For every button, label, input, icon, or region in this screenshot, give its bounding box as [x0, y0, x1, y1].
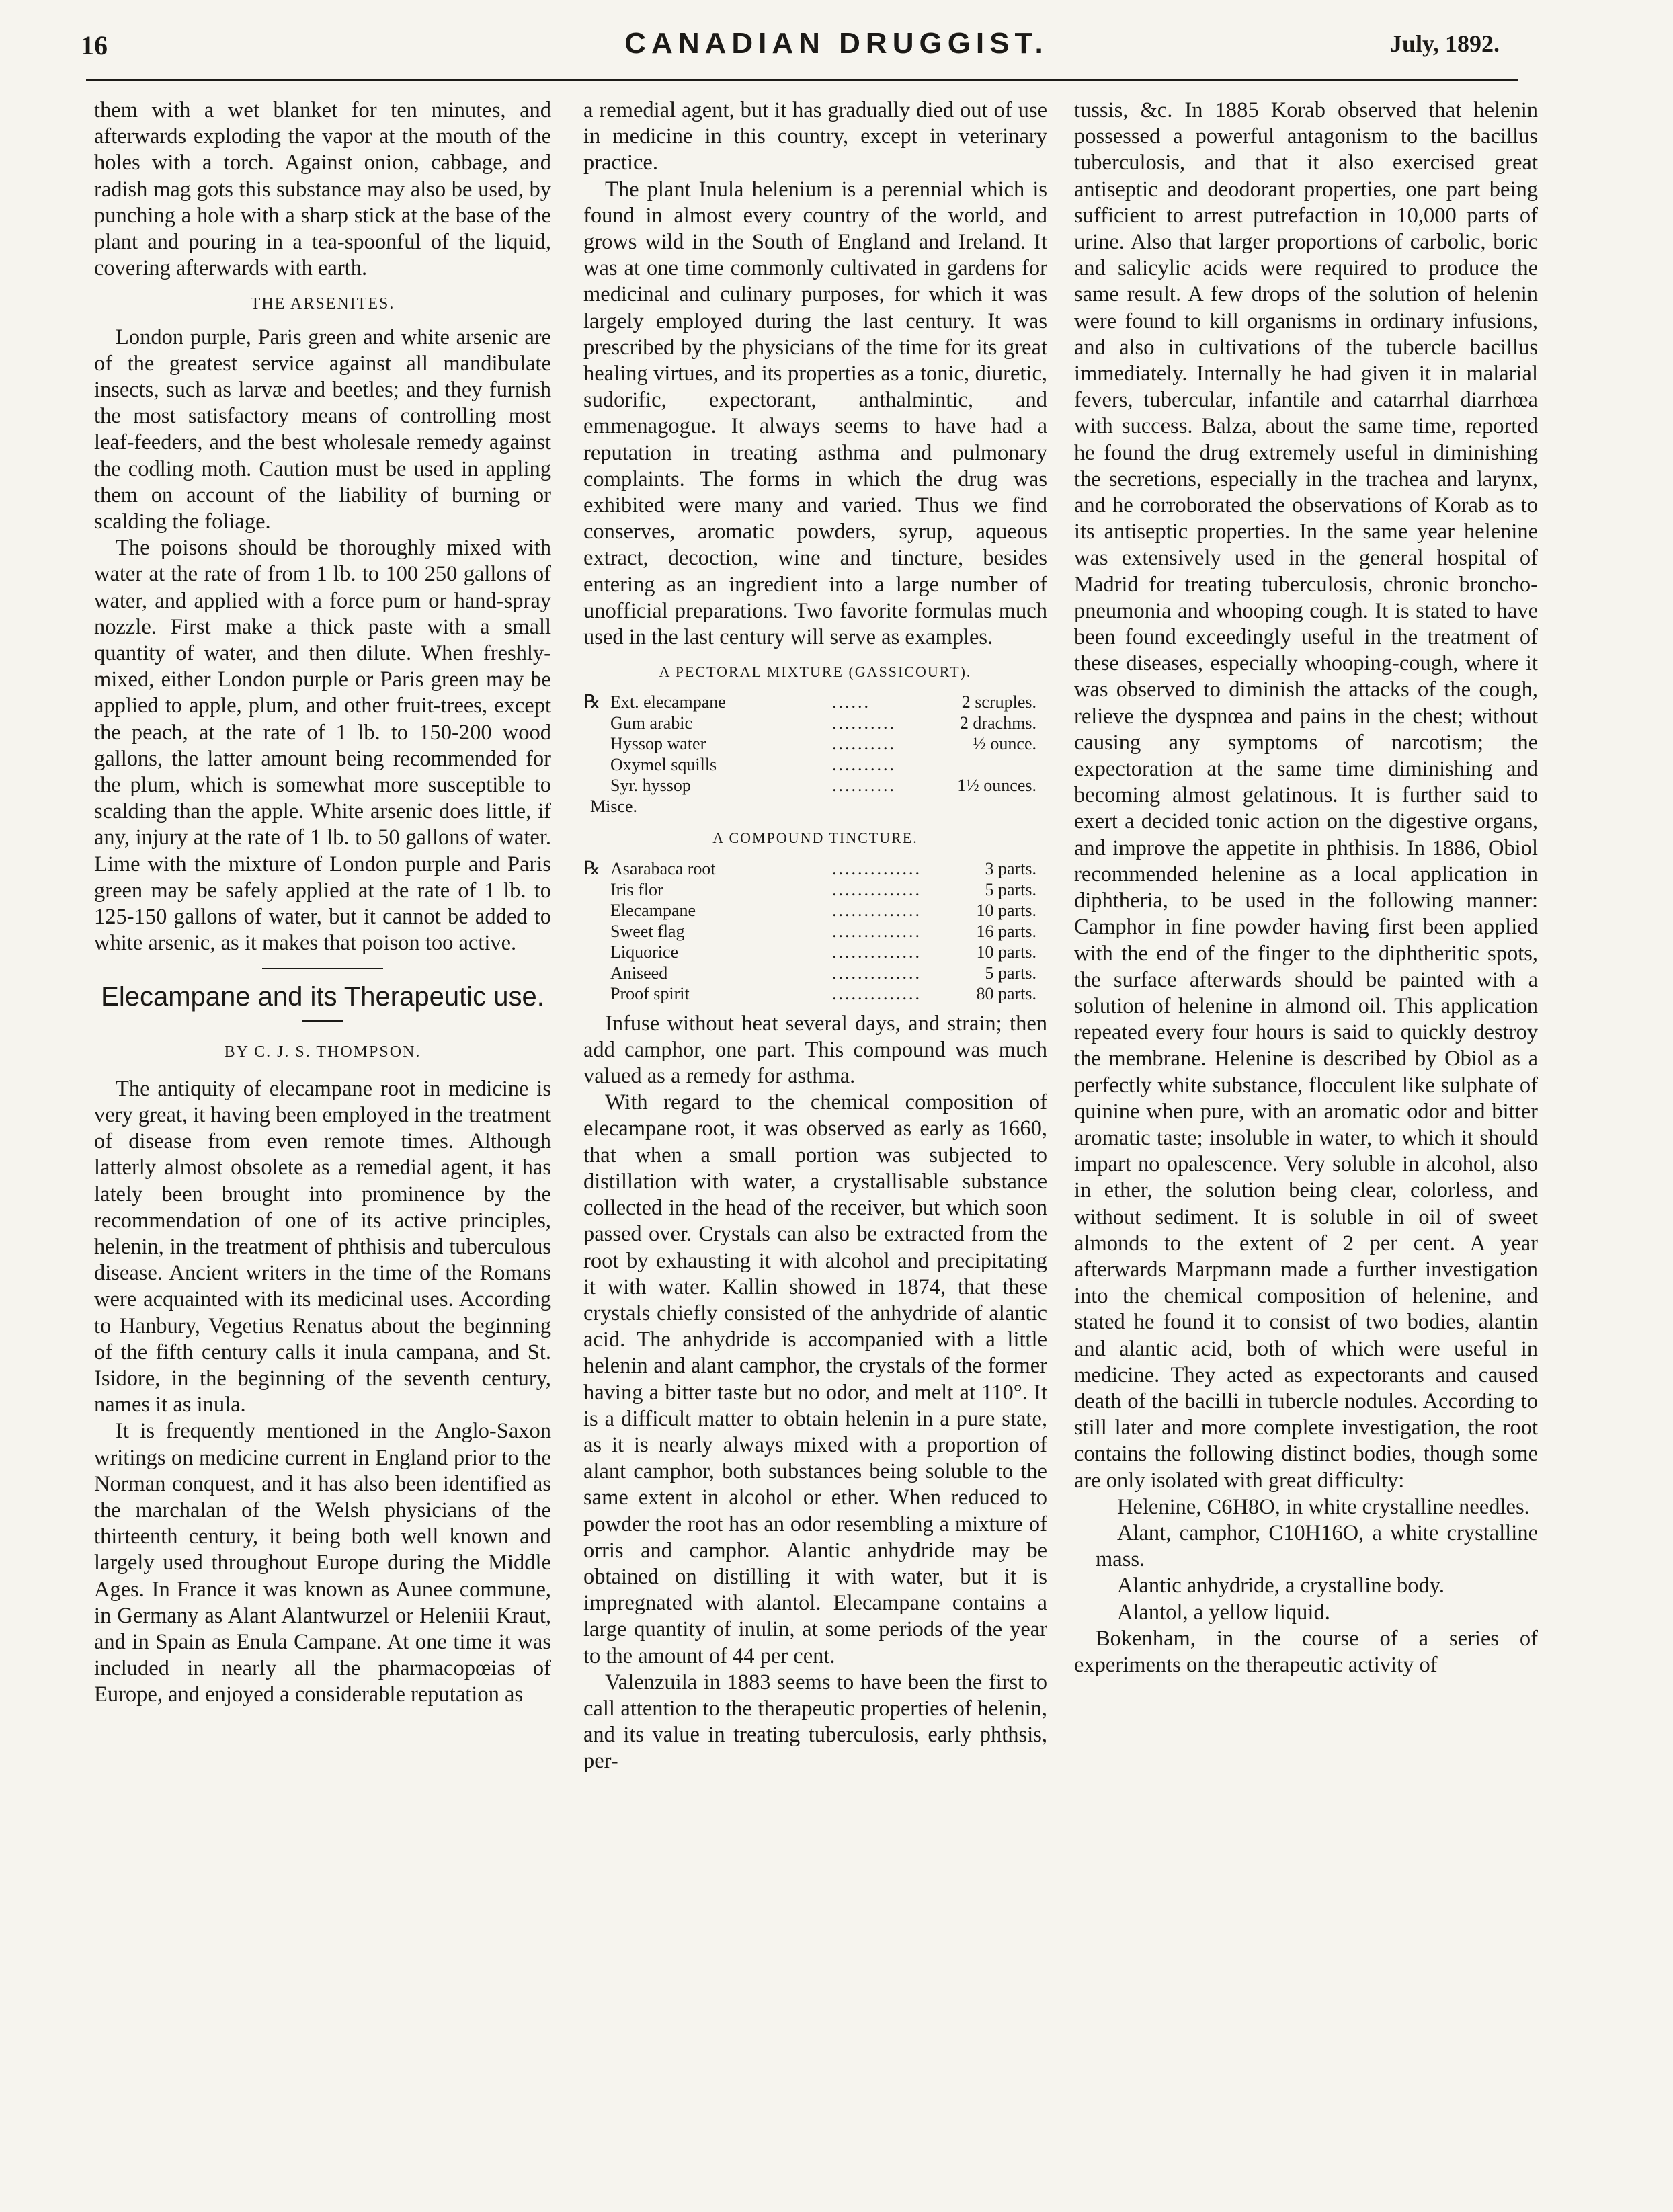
ingredient-amount: 1½ ounces. — [957, 776, 1036, 796]
ingredient-name: Iris flor — [610, 879, 663, 899]
ingredient-name: Elecampane — [610, 900, 696, 920]
paragraph: With regard to the chemical composition of elecampane root, it was observed as early as 1660, that when a small portion was subjected to distillation with water, a crystallisable substance collected in the head of the receiver, but which soon passed over. Crystals can also be extracted from the root by exhausting it with alcohol and precipitating it with water. Kallin showed in 1874, that these crystals chiefly consisted of the anhydride of alantic acid. The anhydride is accompanied with a little helenin and alant camphor, the crystals of the former having a bitter taste but no odor, and melt at 110°. It is a difficult matter to obtain helenin in a pure state, as it is nearly always mixed with a proportion of alant camphor, both substances being soluble to the same extent in alcohol or ether. When reduced to powder the root has an odor resembling a mixture of orris and camphor. Alantic anhydride may be obtained on distilling it with water, but it is impregnated with alantol. Elecampane contains a large quantity of inulin, at some periods of the year to the amount of 44 per cent. — [583, 1090, 1047, 1668]
ingredient-name: Oxymel squills — [610, 755, 717, 775]
ingredient-name: Syr. hyssop — [610, 776, 691, 796]
recipe-row — [583, 879, 1047, 900]
column-1 — [94, 97, 551, 2188]
paragraph: them with a wet blanket for ten minutes, and afterwards exploding the vapor at the mouth of the holes with a torch. Against onion, cabbage, and radish mag gots this substance may also be used, by punching a hole with a sharp stick at the base of the plant and pouring in a tea-spoonful of the liquid, covering afterwards with earth. — [94, 98, 551, 281]
header-rule — [86, 79, 1518, 81]
rx-symbol: ℞ — [583, 692, 601, 713]
leader-dots: .............. — [832, 900, 922, 920]
paragraph: London purple, Paris green and white arsenic are of the greatest service against all mandibulate insects, such as larvæ and beetles; and they furnish the most satisfactory means of controlling most leaf-feeders, and the best wholesale remedy against the codling moth. Caution must be used in appling them on account of the liability of burning or scalding the foliage. — [94, 325, 551, 534]
ingredient-amount: 16 parts. — [976, 921, 1036, 941]
paragraph: a remedial agent, but it has gradually died out of use in medicine in this country, except in veterinary practice. — [583, 98, 1047, 175]
ingredient-amount: 5 parts. — [985, 962, 1036, 983]
page-header — [0, 0, 1673, 74]
ingredient-name: Gum arabic — [610, 713, 693, 733]
recipe-row — [583, 900, 1047, 921]
ingredient-amount: 80 parts. — [976, 983, 1036, 1003]
ingredient-amount: 10 parts. — [976, 900, 1036, 920]
leader-dots: .......... — [832, 755, 896, 775]
recipe-row — [583, 712, 1047, 733]
recipe-row — [583, 942, 1047, 962]
formula-item: Alant, camphor, C10H16O, a white crystalline mass. — [1096, 1520, 1538, 1572]
ingredient-name: Sweet flag — [610, 921, 685, 941]
recipe-row — [583, 858, 1047, 879]
leader-dots: .......... — [832, 734, 896, 754]
ingredient-amount: 5 parts. — [985, 879, 1036, 899]
recipe-row — [583, 692, 1047, 712]
page-number: 16 — [81, 30, 108, 60]
ingredient-amount: 3 parts. — [985, 858, 1036, 878]
leader-dots: .............. — [832, 858, 922, 878]
section-heading: THE ARSENITES. — [250, 295, 395, 313]
recipe-pectoral-mixture — [583, 692, 1047, 817]
leader-dots: .......... — [832, 776, 896, 796]
ingredient-amount: ½ ounce. — [973, 734, 1036, 754]
recipe-compound-tincture — [583, 858, 1047, 1004]
paragraph: The poisons should be thoroughly mixed with water at the rate of from 1 lb. to 100 250 gallons of water, and applied with a force pum or hand-spray nozzle. First make a thick paste with a small quantity of water, and then dilute. When freshly-mixed, either London purple or Paris green may be applied to apple, plum, and other fruit-trees, except the peach, at the rate of 1 lb. to 150-200 wood gallons, the latter amount being recommended for the plum, which is somewhat more susceptible to scalding than the apple. White arsenic does little, if any, injury at the rate of 1 lb. to 50 gallons of water. Lime with the mixture of London purple and Paris green may be safely applied at the rate of 1 lb. to 125-150 gallons of water, but it cannot be added to white arsenic, as it makes that poison too active. — [94, 536, 551, 956]
leader-dots: .............. — [832, 983, 922, 1003]
leader-dots: .............. — [832, 962, 922, 983]
paragraph: The plant Inula helenium is a perennial which is found in almost every country of the world, and grows wild in the South of England and Ireland. It was at one time commonly cultivated in gardens for medicinal and culinary purposes, for which it was largely employed during the last century. It was prescribed by the physicians of the time for its great healing virtues, and its properties as a tonic, diuretic, sudorific, expectorant, anthalmintic, and emmenagogue. It always seems to have had a reputation in treating asthma and pulmonary complaints. The forms in which the drug was exhibited were many and varied. Thus we find conserves, aromatic powders, syrup, aqueous extract, decoction, wine and tincture, besides entering as an ingredient into a large number of unofficial preparations. Two favorite formulas much used in the last century will serve as examples. — [583, 177, 1047, 650]
article-divider — [262, 968, 383, 969]
byline: BY C. J. S. THOMPSON. — [224, 1042, 421, 1061]
ingredient-name: Aniseed — [610, 962, 668, 983]
rx-symbol: ℞ — [583, 858, 601, 879]
issue-date: July, 1892. — [1389, 30, 1500, 57]
paragraph: tussis, &c. In 1885 Korab observed that helenin possessed a powerful antagonism to the bacillus tuberculosis, and that it also exercised great antiseptic and deodorant properties, one part being sufficient to arrest putrefaction in 10,000 parts of urine. Also that larger proportions of carbolic, boric and salicylic acids were required to produce the same result. A few drops of the solution of helenin were found to kill organisms in ordinary infusions, and also in cultivations of the tubercle bacillus immediately. Internally he had given it in malarial fevers, tubercular, infantile and catarrhal diarrhœa with success. Balza, about the same time, reported he found the drug extremely useful in diminishing the secretions, especially in the trachea and larynx, and he corroborated the observations of Korab as to its antiseptic properties. In the same year helenine was extensively used in the general hospital of Madrid for treating tuberculosis, chronic broncho-pneumonia and whooping cough. It is stated to have been found exceedingly useful in the treatment of these diseases, especially whooping-cough, where it was observed to diminish the attacks of the cough, relieve the dyspnœa and pains in the chest; without causing any symptoms of narcotism; the expectoration at the same time diminishing and becoming almost gelatinous. It is further said to exert a decided tonic action on the digestive organs, and improve the appetite in phthisis. In 1886, Obiol recommended helenine as a local application in diphtheria, to be used in the following manner: Camphor in fine powder having first been applied with the end of the finger to the diphtheritic spots, the surface afterwards should be painted with a solution of helenine in almond oil. This application repeated every four hours is said to quickly destroy the membrane. Helenine is described by Obiol as a perfectly white substance, flocculent like sulphate of quinine when pure, with an aromatic odor and bitter aromatic taste; insoluble in water, to which it should impart no opalescence. Very soluble in alcohol, also in ether, the solution being clear, colorless, and without sediment. It is soluble in oil of sweet almonds to the extent of 2 per cent. A year afterwards Marpmann made a further investigation into the chemical composition of helenine, and stated he found it to consist of two bodies, alantin and alantic acid, both of which were useful in medicine. They acted as expectorants and caused death of the bacilli in tubercle nodules. According to still later and more complete investigation, the root contains the following distinct bodies, though some are only isolated with great difficulty: — [1074, 98, 1538, 1493]
formula-item: Alantol, a yellow liquid. — [1117, 1600, 1330, 1625]
ingredient-name: Liquorice — [610, 942, 679, 962]
column-3 — [1074, 97, 1538, 2188]
leader-dots: ...... — [832, 692, 870, 712]
ingredient-name: Proof spirit — [610, 983, 690, 1003]
recipe-row — [583, 962, 1047, 983]
article-title: Elecampane and its Therapeutic use. — [101, 981, 544, 1012]
title-underline — [302, 1020, 343, 1022]
leader-dots: .............. — [832, 879, 922, 899]
column-2 — [583, 97, 1047, 2188]
recipe-instruction: Misce. — [590, 796, 638, 817]
ingredient-amount: 2 scruples. — [961, 692, 1036, 712]
paragraph: Bokenham, in the course of a series of experiments on the therapeutic activity of — [1074, 1626, 1538, 1677]
recipe-title: A COMPOUND TINCTURE. — [712, 829, 918, 847]
paragraph: Valenzuila in 1883 seems to have been the first to call attention to the therapeutic properties of helenin, and its value in treating tuberculosis, early phthsis, per- — [583, 1670, 1047, 1774]
recipe-title: A PECTORAL MIXTURE (GASSICOURT). — [659, 663, 972, 681]
recipe-row — [583, 983, 1047, 1004]
formula-item: Helenine, C6H8O, in white crystalline needles. — [1117, 1494, 1530, 1519]
ingredient-name: Hyssop water — [610, 734, 706, 754]
leader-dots: .......... — [832, 713, 896, 733]
journal-title: CANADIAN DRUGGIST. — [624, 27, 1049, 60]
paragraph: It is frequently mentioned in the Anglo-Saxon writings on medicine current in England prior to the Norman conquest, and it has also been identified as the marchalan of the Welsh physicians of the thirteenth century, it being both well known and largely used throughout Europe during the Middle Ages. In France it was known as Aunee commune, in Germany as Alant Alantwurzel or Heleniii Kraut, and in Spain as Enula Campane. At one time it was included in nearly all the pharmacopœias of Europe, and enjoyed a considerable reputation as — [94, 1419, 551, 1707]
paragraph: Infuse without heat several days, and strain; then add camphor, one part. This compound was much valued as a remedy for asthma. — [583, 1011, 1047, 1089]
ingredient-amount: 10 parts. — [976, 942, 1036, 962]
recipe-row — [583, 921, 1047, 942]
ingredient-name: Ext. elecampane — [610, 692, 726, 712]
recipe-row — [583, 754, 1047, 775]
recipe-row — [583, 733, 1047, 754]
ingredient-amount: 2 drachms. — [959, 713, 1036, 733]
leader-dots: .............. — [832, 921, 922, 941]
formula-item: Alantic anhydride, a crystalline body. — [1117, 1573, 1445, 1598]
paragraph: The antiquity of elecampane root in medicine is very great, it having been employed in the treatment of disease from even remote times. Although latterly almost obsolete as a remedial agent, it has lately been brought into prominence by the recommendation of one of its active principles, helenin, in the treatment of phthisis and tuberculous disease. Ancient writers in the time of the Romans were acquainted with its medicinal uses. According to Hanbury, Vegetius Renatus about the beginning of the fifth century calls it inula campana, and St. Isidore, in the beginning of the seventh century, names it as inula. — [94, 1076, 551, 1418]
leader-dots: .............. — [832, 942, 922, 962]
ingredient-name: Asarabaca root — [610, 858, 716, 878]
recipe-row — [583, 775, 1047, 796]
